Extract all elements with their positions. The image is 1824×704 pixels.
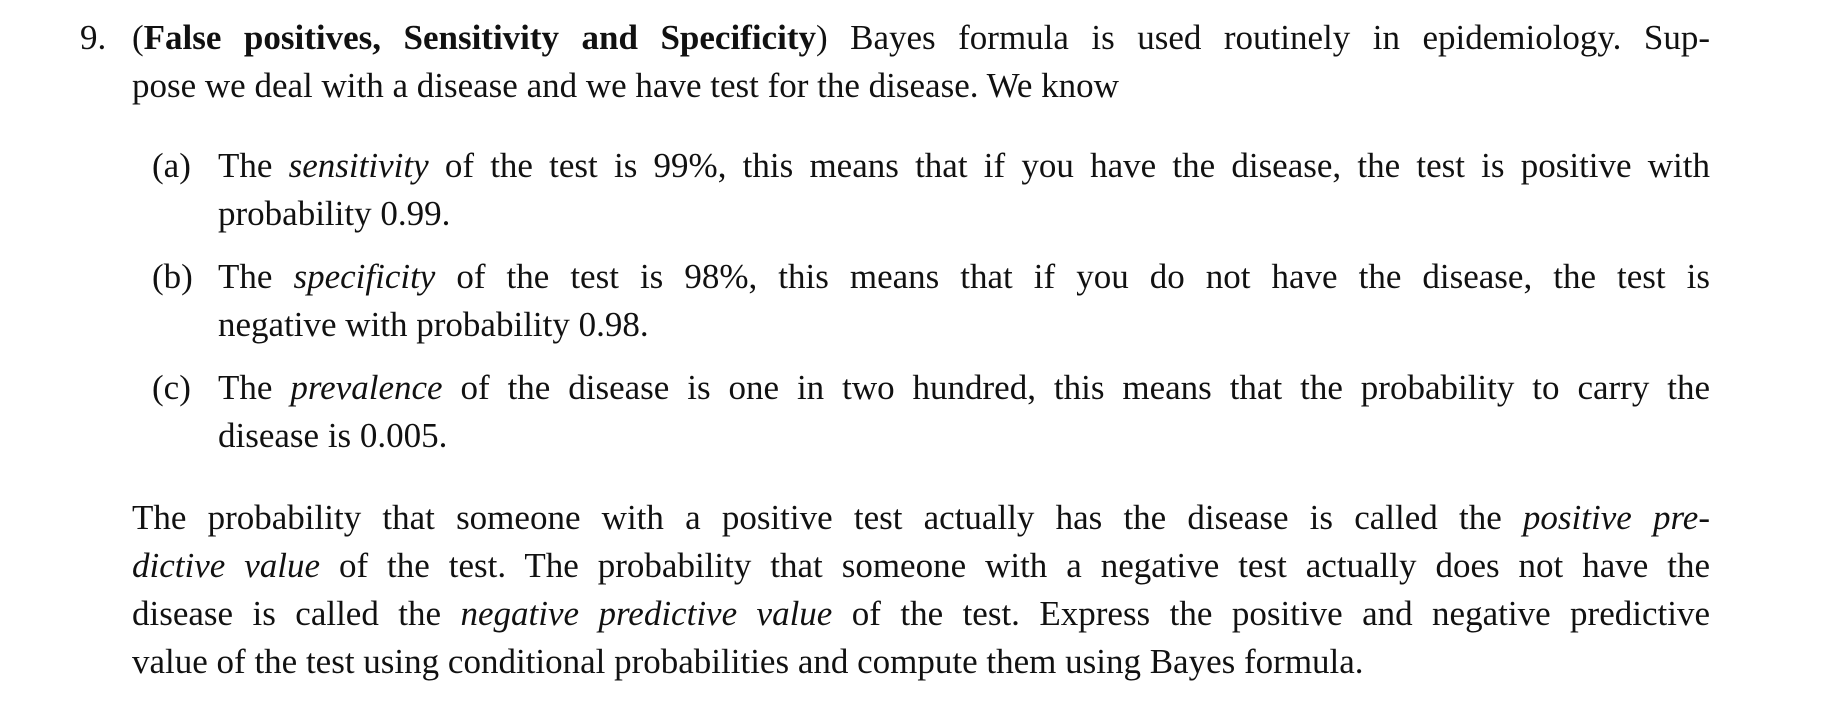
- problem-intro: [132, 14, 1710, 110]
- item-term: specificity: [293, 257, 436, 296]
- closing-text: of the test. Express the positive and negative predictive: [832, 594, 1710, 633]
- intro-line-2: pose we deal with a disease and we have test for the disease. We know: [132, 66, 1119, 105]
- item-marker: (a): [152, 146, 191, 185]
- item-line-2: disease is 0.005.: [218, 416, 448, 455]
- closing-text: The probability that someone with a positive test actually has the disease is called the: [132, 498, 1523, 537]
- closing-line-1: [132, 494, 1710, 542]
- closing-line-4: value of the test using conditional probabilities and compute them using Bayes formula.: [132, 642, 1364, 681]
- item-line-2: negative with probability 0.98.: [218, 305, 649, 344]
- item-text: of the test is 99%, this means that if you have the disease, the test is positive with: [428, 146, 1710, 185]
- item-marker: (c): [152, 368, 191, 407]
- item-text: The: [218, 257, 294, 296]
- item-marker: (b): [152, 257, 193, 296]
- intro-text-1: ) Bayes formula is used routinely in epidemiology. Sup-: [815, 18, 1711, 57]
- intro-line-1: [132, 14, 1710, 62]
- item-line-1: [218, 364, 1710, 412]
- closing-text: disease is called the: [132, 594, 461, 633]
- item-text: The: [218, 368, 291, 407]
- closing-term: negative predictive value: [460, 594, 833, 633]
- closing-term: positive pre-: [1522, 498, 1710, 537]
- item-text: of the test is 98%, this means that if you do not have the disease, the test is: [435, 257, 1710, 296]
- closing-line-2: [132, 542, 1710, 590]
- closing-term: dictive value: [132, 546, 321, 585]
- item-body: [218, 253, 1710, 349]
- closing-paragraph: [132, 494, 1710, 686]
- item-line-1: [218, 253, 1710, 301]
- open-paren: (: [132, 18, 144, 57]
- problem-number: 9.: [80, 18, 107, 57]
- item-line-2: probability 0.99.: [218, 194, 451, 233]
- closing-line-3: [132, 590, 1710, 638]
- item-line-1: [218, 142, 1710, 190]
- item-term: prevalence: [290, 368, 443, 407]
- problem-title: False positives, Sensitivity and Specificity: [143, 18, 816, 57]
- item-term: sensitivity: [288, 146, 429, 185]
- closing-text: of the test. The probability that someone with a negative test actually does not have the: [320, 546, 1710, 585]
- item-text: of the disease is one in two hundred, this means that the probability to carry the: [442, 368, 1710, 407]
- item-body: [218, 364, 1710, 460]
- item-body: [218, 142, 1710, 238]
- item-text: The: [218, 146, 289, 185]
